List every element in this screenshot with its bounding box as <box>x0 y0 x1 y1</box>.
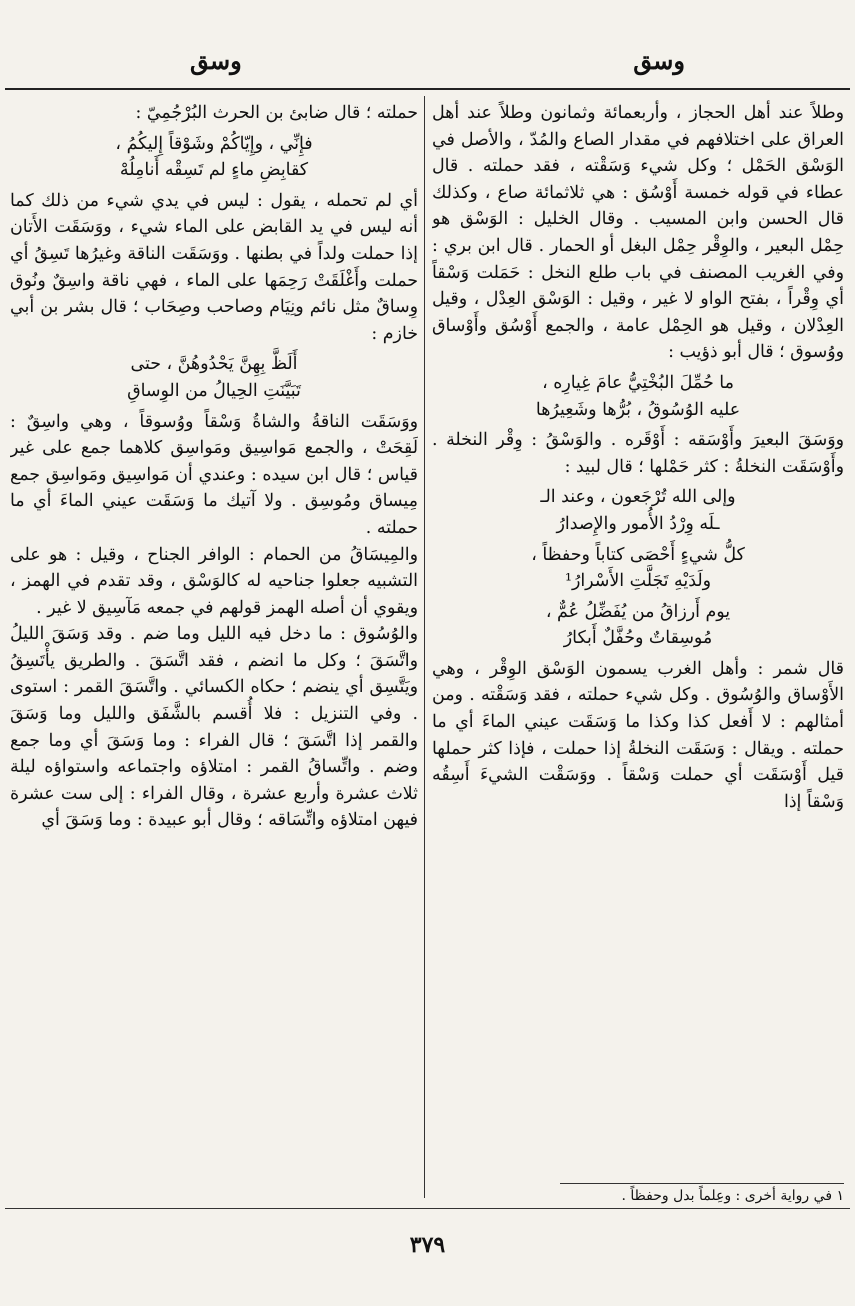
verse-hemistich: وإلى الله تُرْجَعون ، وعند الـ <box>540 487 736 508</box>
column-divider <box>424 96 425 1198</box>
verse-hemistich: تَبَيَّنَتِ الحِيالُ من الوِساقِ <box>127 380 301 401</box>
verse <box>432 484 844 537</box>
header-word-right: وسق <box>633 46 685 75</box>
verse-hemistich: كلُّ شيءٍ أَحْصَى كتاباً وحفظاً ، <box>531 544 745 565</box>
paragraph: ووَسَقَت الناقةُ والشاةُ وَسْقاً ووُسوقاً ، وهي واسِقٌ : لَقِحَتْ ، والجمع مَواسِيق ومَواسِق كلاهما جمع على غير قياس ؛ قال ابن سيده : وعندي أن مَواسِيق ومَواسِق جمع مِيساق ومُوسِق . ولا آتيك ما وَسَقَت عيني الماءَ أي ما حملته . <box>10 411 418 538</box>
verse-hemistich: ولَدَيْهِ تَجَلَّتِ الأَسْرارُ¹ <box>564 571 712 592</box>
footnote-rule <box>560 1183 844 1184</box>
verse-hemistich: ـلَه وِرْدُ الأُمور والإِصدارُ <box>556 513 720 534</box>
paragraph: حملته ؛ قال ضابئ بن الحرث البُرْجُمِيّ : <box>135 103 418 123</box>
paragraph: أي لم تحمله ، يقول : ليس في يدي شيء من ذلك كما أنه ليس في يد القابض على الماء شيء ، ووَسَقَت الأَتان إذا حملت ولداً في بطنها . ووَسَقَت الناقة وغيرُها تَسِقُ أي حملت وأَغْلَقَتْ رَحِمَها على الماء ، فهي ناقة واسِقٌ ونُوق وِساقٌ مثل نائم ونِيَام وصاحب وصِحَاب ؛ قال بشر بن أبي خازم : <box>10 190 418 344</box>
left-column <box>10 100 418 1170</box>
right-column <box>432 100 844 1170</box>
page-header <box>0 46 855 86</box>
paragraph: والوُسُوق : ما دخل فيه الليل وما ضم . وقد وَسَقَ الليلُ واتَّسَقَ ؛ وكل ما انضم ، فقد اتَّسَقَ . والطريق يأْتَسِقُ ويَتَّسِق أي ينضم ؛ حكاه الكسائي . واتَّسَقَ القمر : استوى . وفي التنزيل : فلا أُقسم بالشَّفَق والليل وما وَسَقَ والقمر إذا اتَّسَقَ ؛ قال الفراء : وما وَسَقَ أي وما جمع وضم . واتِّساقُ القمر : امتلاؤه واجتماعه واستواؤه ليلة ثلاث عشرة وأربع عشرة ، وقال الفراء : إلى ست عشرة فيهن امتلاؤه واتِّسَاقه ؛ وقال أبو عبيدة : وما وَسَقَ أي <box>10 624 418 831</box>
paragraph: والمِيسَاقُ من الحمام : الوافر الجناح ، وقيل : هو على التشبيه جعلوا جناحيه له كالوَسْق ، وقد تقدم في الهمز ، ويقوي أن أصله الهمز قولهم في جمعه مَآسِيق لا غير . <box>10 544 418 618</box>
verse-hemistich: فإِنِّي ، وإِيّاكُمْ وشَوْقاً إِليكُمُ ، <box>115 133 313 154</box>
bottom-rule <box>5 1208 850 1209</box>
verse-hemistich: عليه الوُسُوقُ ، بُرُّها وشَعِيرُها <box>535 399 741 420</box>
verse <box>432 370 844 423</box>
footnote: ١ في رواية أخرى : وعِلماً بدل وحفظاً . <box>621 1188 844 1204</box>
top-rule <box>5 88 850 90</box>
verse-hemistich: يوم أَرزاقُ من يُفَضِّلُ عُمٌّ ، <box>545 601 731 622</box>
verse-hemistich: مُوسِقاتٌ وحُفَّلٌ أَبكارُ <box>563 628 713 649</box>
paragraph: ووَسَقَ البعيرَ وأَوْسَقه : أَوْقَره . والوَسْقُ : وِقْر النخلة . وأَوْسَقَت النخلةُ : كثر حَمْلها ؛ قال لبيد : <box>432 430 844 477</box>
verse <box>10 131 418 184</box>
verse <box>10 351 418 404</box>
verse <box>432 542 844 595</box>
header-word-left: وسق <box>190 46 242 75</box>
verse <box>432 599 844 652</box>
paragraph: وطلاً عند أهل الحجاز ، وأربعمائة وثمانون وطلاً عند أهل العراق على اختلافهم في مقدار الصاع والمُدّ ، والأصل في الوَسْق الحَمْل ؛ وكل شيء وَسَقْته ، فقد حملته . قال عطاء في قوله خمسة أَوْسُق : هي ثلاثمائة صاع ، وكذلك قال الحسن وابن المسيب . وقال الخليل : الوَسْق هو حِمْل البعير ، والوِقْر حِمْل البغل أو الحمار . قال ابن بري : وفي الغريب المصنف في باب طلع النخل : حَمَلت وَسْقاً أي وِقْراً ، بفتح الواو لا غير ، وقيل : الوَسْق العِدْل ، وقيل العِدْلان ، وقيل هو الحِمْل عامة ، والجمع أَوْسُق وأَوْساق ووُسوق ؛ قال أبو ذؤيب : <box>432 103 844 363</box>
verse-hemistich: ما حُمِّلَ البُخْتِيُّ عامَ غِيارِه ، <box>542 372 734 393</box>
verse-hemistich: كقابِضِ ماءٍ لم تَسِقْه أَنامِلُهْ <box>119 160 309 181</box>
page-number: ٣٧٩ <box>409 1232 446 1258</box>
verse-hemistich: أَلَظَّ بِهِنَّ يَحْدُوهُنَّ ، حتى <box>130 354 298 375</box>
paragraph: قال شمر : وأهل الغرب يسمون الوَسْق الوِقْر ، وهي الأَوْساق والوُسُوق . وكل شيء حملته ، فقد وَسَقْته . ومن أمثالهم : لا أَفعل كذا وكذا ما وَسَقَت عيني الماءَ أي ما حملته . ويقال : وَسَقَت النخلةُ إذا حملت ، فإذا كثر حملها قيل أَوْسَقَت أي حملت وَسْقاً . ووَسَقْت الشيءَ أَسِقُه وَسْقاً إذا <box>432 658 844 812</box>
